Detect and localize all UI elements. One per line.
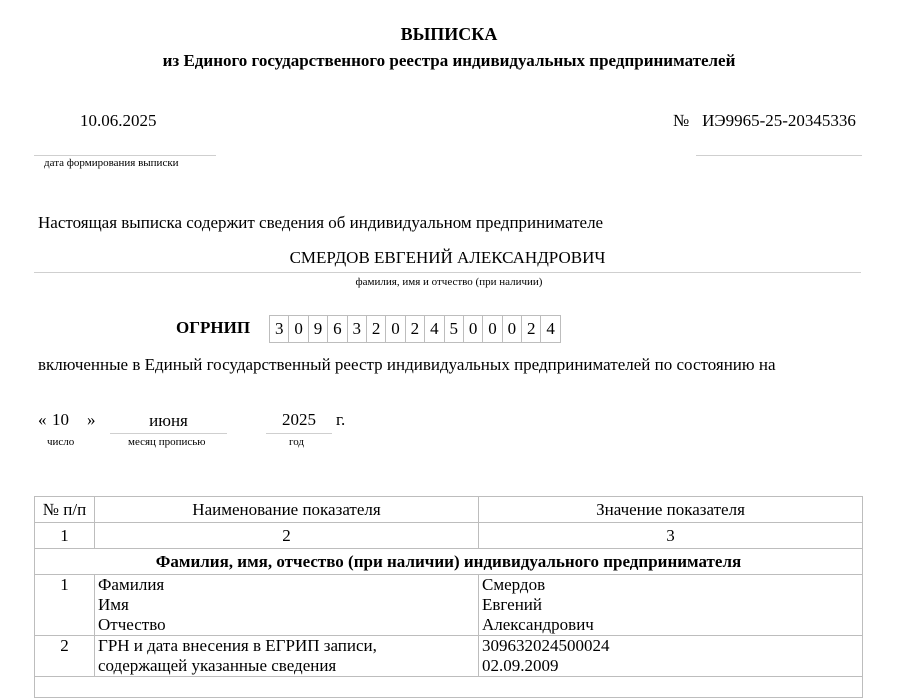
day-caption: число	[47, 436, 75, 448]
header-indicator: Наименование показателя	[95, 497, 479, 523]
value-firstname: Евгений	[482, 595, 542, 614]
number-sign: №	[673, 111, 690, 130]
year-caption: год	[289, 436, 305, 448]
value-patronymic: Александрович	[482, 615, 594, 634]
year-suffix: г.	[336, 410, 346, 429]
table-row	[35, 575, 863, 636]
ogrnip-digit: 4	[424, 315, 444, 343]
close-quote: »	[87, 410, 96, 429]
ogrnip-digit: 0	[288, 315, 308, 343]
ogrnip-digit: 0	[385, 315, 405, 343]
table-section-row	[35, 549, 863, 575]
ogrnip-label: ОГРНИП	[176, 318, 251, 337]
ogrnip-digit: 0	[482, 315, 502, 343]
label-grn-line1: ГРН и дата внесения в ЕГРИП записи,	[98, 636, 377, 655]
label-patronymic: Отчество	[98, 615, 166, 634]
name-caption: фамилия, имя и отчество (при наличии)	[355, 276, 543, 288]
ogrnip-digit: 3	[347, 315, 367, 343]
ogrnip-digit: 0	[463, 315, 483, 343]
row-values	[479, 636, 863, 677]
ogrnip-digit: 2	[405, 315, 425, 343]
row-labels	[95, 575, 479, 636]
month-caption: месяц прописью	[128, 436, 206, 448]
label-grn-line2: содержащей указанные сведения	[98, 656, 337, 675]
state-text: включенные в Единый государственный реестр индивидуальных предпринимателей по состоянию на	[38, 355, 776, 374]
ogrnip-digit: 9	[308, 315, 328, 343]
ogrnip-digit: 2	[366, 315, 386, 343]
state-year: 2025	[282, 410, 316, 429]
row-number: 1	[35, 575, 95, 636]
colnum-2: 2	[95, 523, 479, 549]
section-title: Фамилия, имя, отчество (при наличии) индивидуального предпринимателя	[35, 549, 863, 575]
state-month: июня	[149, 411, 188, 430]
document-title: ВЫПИСКА	[400, 24, 498, 44]
ogrnip-digit: 0	[502, 315, 522, 343]
extract-date: 10.06.2025	[80, 111, 157, 130]
row-values	[479, 575, 863, 636]
colnum-3: 3	[479, 523, 863, 549]
extract-number: ИЭ9965-25-20345336	[702, 111, 856, 130]
label-firstname: Имя	[98, 595, 129, 614]
ogrnip-digit: 5	[444, 315, 464, 343]
table-colnum-row	[35, 523, 863, 549]
ogrnip-digit: 3	[269, 315, 289, 343]
table-row	[35, 636, 863, 677]
value-grn-date: 02.09.2009	[482, 656, 559, 675]
ogrnip-digit: 6	[327, 315, 347, 343]
header-value: Значение показателя	[479, 497, 863, 523]
intro-text: Настоящая выписка содержит сведения об индивидуальном предпринимателе	[38, 213, 604, 232]
table-header-row	[35, 497, 863, 523]
label-surname: Фамилия	[98, 575, 165, 594]
state-day: 10	[52, 410, 69, 429]
ogrnip-digit: 2	[521, 315, 541, 343]
ogrnip-digit-boxes	[270, 315, 561, 343]
info-table	[34, 496, 863, 698]
value-grn: 309632024500024	[482, 636, 610, 655]
colnum-1: 1	[35, 523, 95, 549]
ogrnip-digit: 4	[540, 315, 560, 343]
document-subtitle: из Единого государственного реестра индивидуальных предпринимателей	[162, 51, 736, 70]
extract-date-caption: дата формирования выписки	[44, 157, 179, 169]
table-row-partial	[35, 677, 863, 698]
row-number: 2	[35, 636, 95, 677]
entrepreneur-name: СМЕРДОВ ЕВГЕНИЙ АЛЕКСАНДРОВИЧ	[289, 248, 606, 267]
row-labels	[95, 636, 479, 677]
value-surname: Смердов	[482, 575, 546, 594]
open-quote: «	[38, 410, 47, 429]
header-number: № п/п	[35, 497, 95, 523]
